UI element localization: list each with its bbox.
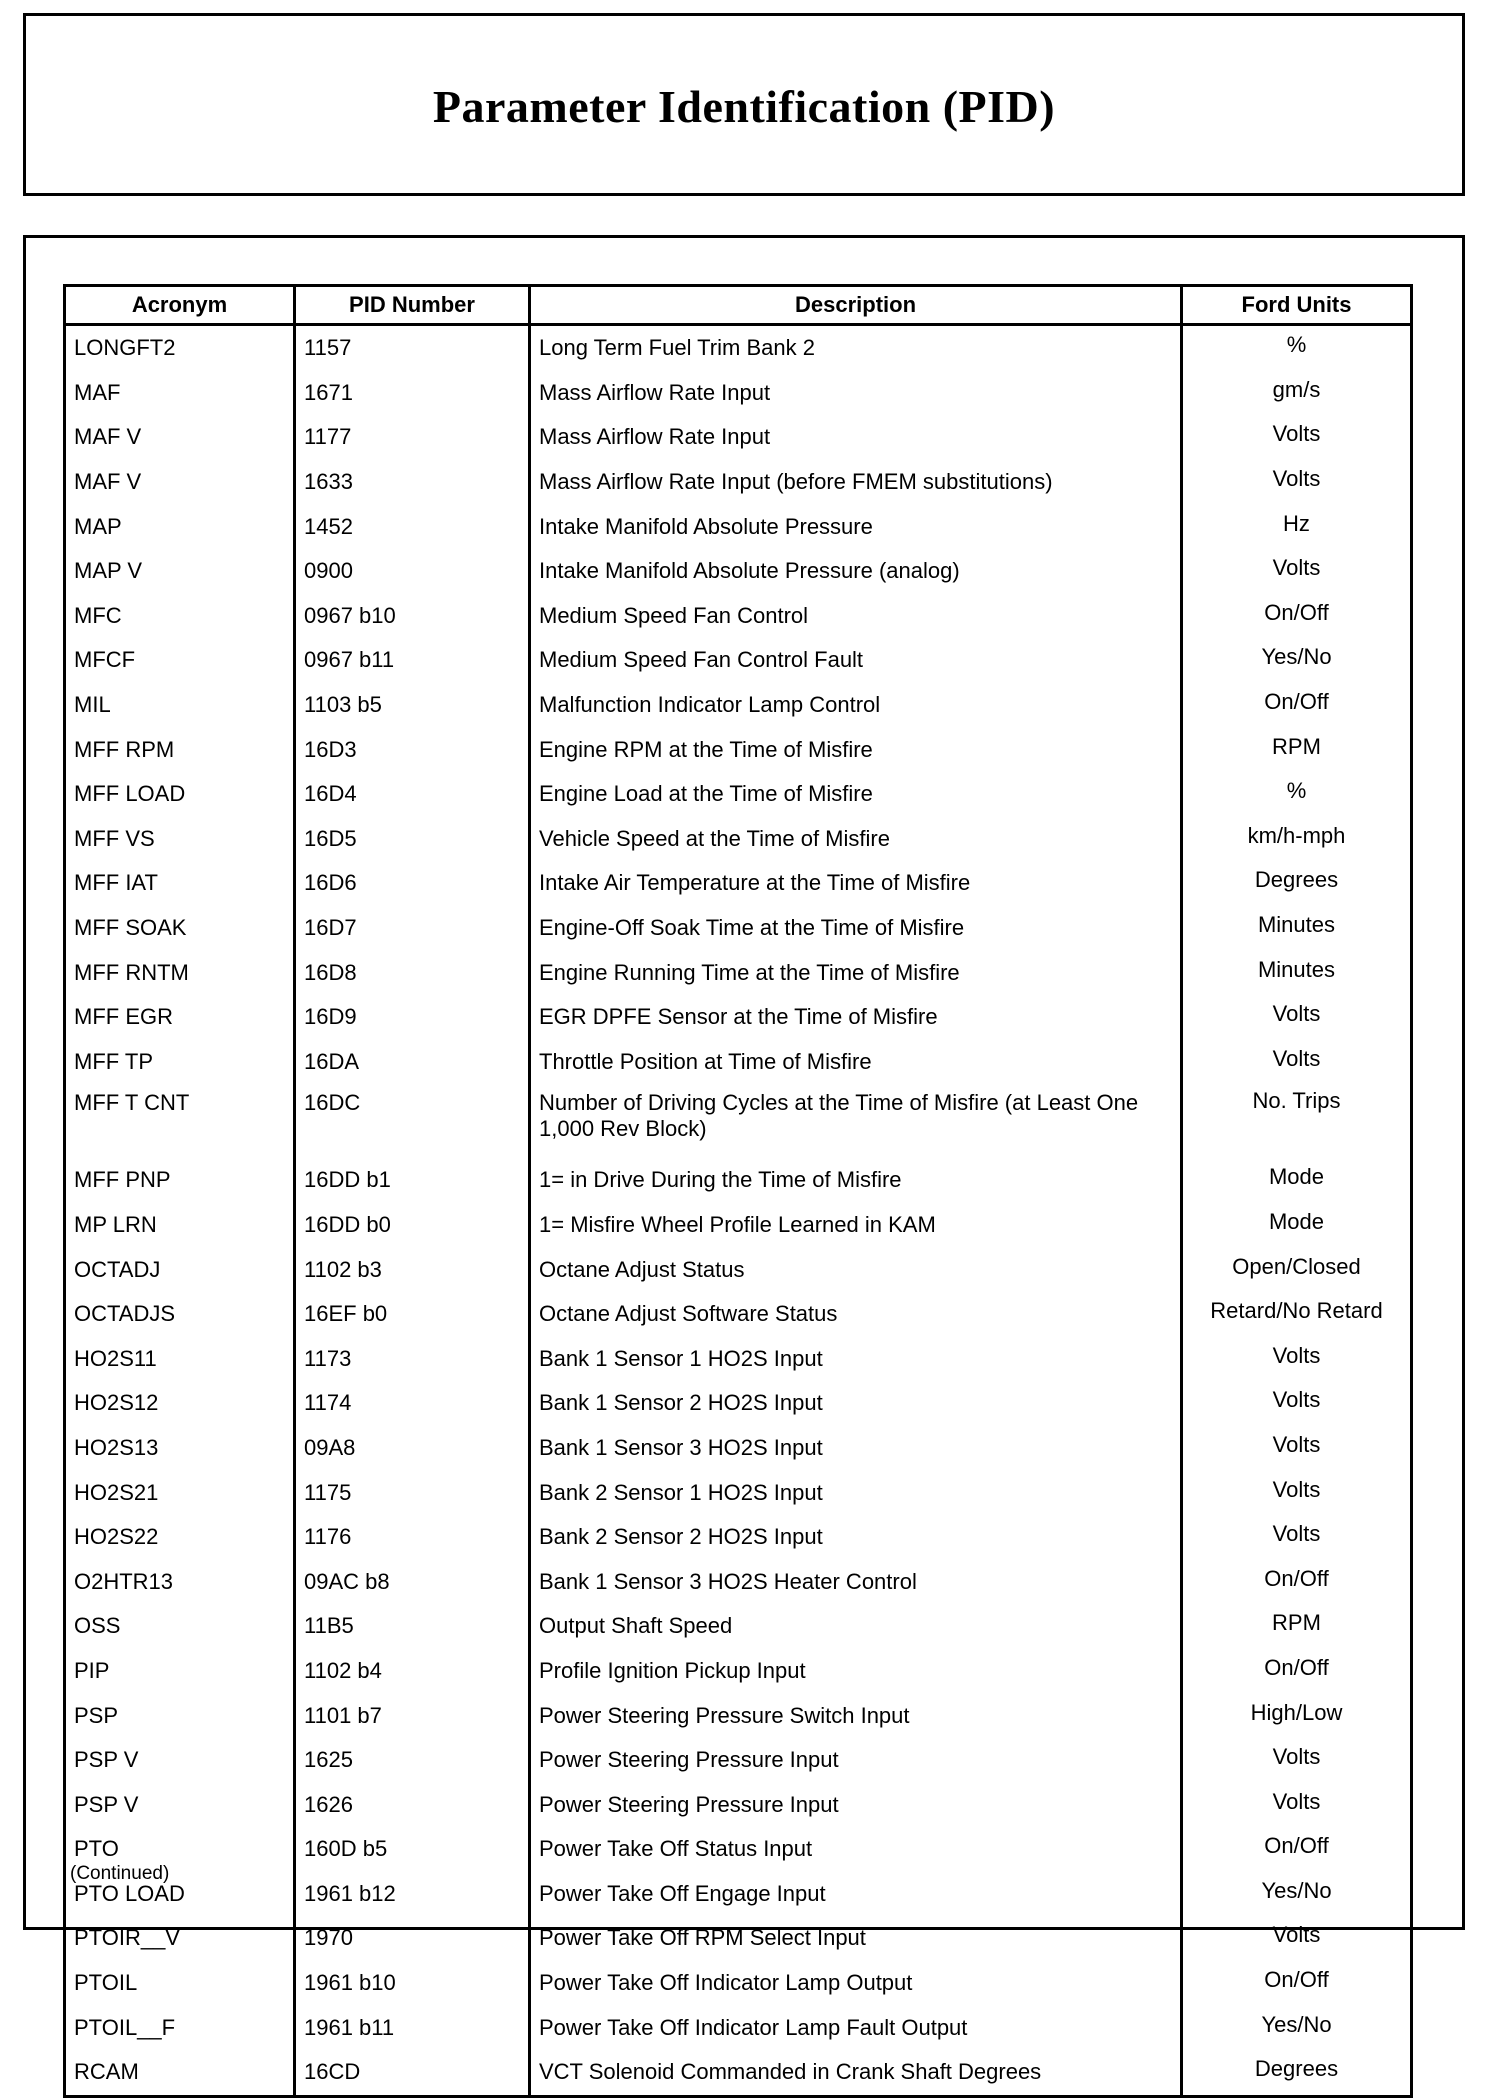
cell-description: Power Take Off Engage Input — [530, 1872, 1182, 1917]
cell-pid-number: 1103 b5 — [295, 683, 530, 728]
cell-description: Medium Speed Fan Control — [530, 594, 1182, 639]
table-row — [65, 1158, 1412, 1203]
table-row — [65, 1693, 1412, 1738]
cell-acronym: MP LRN — [65, 1203, 295, 1248]
cell-acronym: MFF LOAD — [65, 772, 295, 817]
cell-ford-units: % — [1182, 325, 1412, 371]
cell-ford-units: km/h-mph — [1182, 817, 1412, 862]
cell-acronym: HO2S12 — [65, 1381, 295, 1426]
cell-ford-units: Volts — [1182, 1916, 1412, 1961]
cell-pid-number: 16D6 — [295, 861, 530, 906]
cell-pid-number: 1452 — [295, 504, 530, 549]
cell-acronym: MFCF — [65, 638, 295, 683]
cell-ford-units: Yes/No — [1182, 1872, 1412, 1917]
cell-pid-number: 16D3 — [295, 727, 530, 772]
cell-acronym: MFF PNP — [65, 1158, 295, 1203]
cell-pid-number: 1961 b10 — [295, 1961, 530, 2006]
cell-description: Bank 1 Sensor 2 HO2S Input — [530, 1381, 1182, 1426]
cell-acronym: PTO LOAD — [65, 1872, 295, 1917]
cell-pid-number: 1174 — [295, 1381, 530, 1426]
cell-ford-units: Volts — [1182, 1738, 1412, 1783]
cell-pid-number: 16EF b0 — [295, 1292, 530, 1337]
cell-acronym: PTO — [65, 1827, 295, 1872]
cell-acronym: MFF IAT — [65, 861, 295, 906]
cell-pid-number: 11B5 — [295, 1604, 530, 1649]
table-row — [65, 817, 1412, 862]
table-row — [65, 1961, 1412, 2006]
cell-ford-units: Volts — [1182, 460, 1412, 505]
cell-acronym: PSP V — [65, 1738, 295, 1783]
table-row — [65, 415, 1412, 460]
cell-pid-number: 1970 — [295, 1916, 530, 1961]
cell-ford-units: On/Off — [1182, 683, 1412, 728]
cell-pid-number: 1102 b4 — [295, 1649, 530, 1694]
table-row — [65, 1084, 1412, 1158]
cell-ford-units: Volts — [1182, 549, 1412, 594]
cell-acronym: HO2S13 — [65, 1426, 295, 1471]
cell-description: Engine-Off Soak Time at the Time of Misfire — [530, 906, 1182, 951]
table-row — [65, 371, 1412, 416]
table-row — [65, 504, 1412, 549]
cell-ford-units: Volts — [1182, 995, 1412, 1040]
table-row — [65, 1426, 1412, 1471]
cell-ford-units: Mode — [1182, 1158, 1412, 1203]
cell-pid-number: 1101 b7 — [295, 1693, 530, 1738]
cell-ford-units: On/Off — [1182, 1961, 1412, 2006]
table-box — [23, 235, 1465, 2085]
cell-ford-units: Volts — [1182, 1515, 1412, 1560]
cell-description: Long Term Fuel Trim Bank 2 — [530, 325, 1182, 371]
table-header-row — [65, 286, 1412, 325]
cell-description: Intake Manifold Absolute Pressure — [530, 504, 1182, 549]
cell-pid-number: 0967 b10 — [295, 594, 530, 639]
table-row — [65, 1515, 1412, 1560]
cell-ford-units: Volts — [1182, 1782, 1412, 1827]
cell-ford-units: On/Off — [1182, 1649, 1412, 1694]
table-row — [65, 950, 1412, 995]
cell-pid-number: 16D4 — [295, 772, 530, 817]
cell-description: Bank 2 Sensor 1 HO2S Input — [530, 1470, 1182, 1515]
column-header-ford-units: Ford Units — [1182, 286, 1412, 325]
table-row — [65, 1604, 1412, 1649]
table-row — [65, 1336, 1412, 1381]
cell-description: Output Shaft Speed — [530, 1604, 1182, 1649]
cell-acronym: LONGFT2 — [65, 325, 295, 371]
cell-ford-units: On/Off — [1182, 594, 1412, 639]
cell-description: Octane Adjust Status — [530, 1247, 1182, 1292]
cell-ford-units: Open/Closed — [1182, 1247, 1412, 1292]
cell-description: Intake Air Temperature at the Time of Misfire — [530, 861, 1182, 906]
continued-note: (Continued) — [70, 1863, 170, 1884]
table-row — [65, 1782, 1412, 1827]
cell-description: Throttle Position at Time of Misfire — [530, 1040, 1182, 1085]
cell-description: Bank 2 Sensor 2 HO2S Input — [530, 1515, 1182, 1560]
cell-description: Power Take Off Indicator Lamp Output — [530, 1961, 1182, 2006]
cell-pid-number: 160D b5 — [295, 1827, 530, 1872]
table-body — [65, 325, 1412, 2097]
cell-pid-number: 16D7 — [295, 906, 530, 951]
table-row — [65, 325, 1412, 371]
cell-description: Number of Driving Cycles at the Time of Misfire (at Least One 1,000 Rev Block) — [530, 1084, 1182, 1158]
cell-description: Malfunction Indicator Lamp Control — [530, 683, 1182, 728]
cell-acronym: PTOIL — [65, 1961, 295, 2006]
cell-description: Power Steering Pressure Input — [530, 1782, 1182, 1827]
cell-description: Bank 1 Sensor 3 HO2S Input — [530, 1426, 1182, 1471]
cell-acronym: MFC — [65, 594, 295, 639]
table-row — [65, 995, 1412, 1040]
cell-description: EGR DPFE Sensor at the Time of Misfire — [530, 995, 1182, 1040]
cell-acronym: O2HTR13 — [65, 1559, 295, 1604]
cell-acronym: HO2S21 — [65, 1470, 295, 1515]
column-header-acronym: Acronym — [65, 286, 295, 325]
cell-description: Mass Airflow Rate Input (before FMEM substitutions) — [530, 460, 1182, 505]
cell-description: Bank 1 Sensor 3 HO2S Heater Control — [530, 1559, 1182, 1604]
cell-ford-units: Minutes — [1182, 906, 1412, 951]
cell-description: Power Take Off RPM Select Input — [530, 1916, 1182, 1961]
table-row — [65, 1649, 1412, 1694]
cell-pid-number: 09A8 — [295, 1426, 530, 1471]
cell-description: Octane Adjust Software Status — [530, 1292, 1182, 1337]
cell-acronym: OSS — [65, 1604, 295, 1649]
cell-description: Mass Airflow Rate Input — [530, 371, 1182, 416]
cell-pid-number: 16D9 — [295, 995, 530, 1040]
cell-ford-units: No. Trips — [1182, 1084, 1412, 1158]
table-row — [65, 460, 1412, 505]
table-row — [65, 1203, 1412, 1248]
cell-description: Engine Running Time at the Time of Misfire — [530, 950, 1182, 995]
cell-ford-units: % — [1182, 772, 1412, 817]
cell-description: Vehicle Speed at the Time of Misfire — [530, 817, 1182, 862]
table-row — [65, 2005, 1412, 2050]
cell-pid-number: 1157 — [295, 325, 530, 371]
column-header-description: Description — [530, 286, 1182, 325]
cell-description: Engine RPM at the Time of Misfire — [530, 727, 1182, 772]
cell-description: Mass Airflow Rate Input — [530, 415, 1182, 460]
cell-pid-number: 1176 — [295, 1515, 530, 1560]
cell-description: VCT Solenoid Commanded in Crank Shaft Degrees — [530, 2050, 1182, 2096]
cell-pid-number: 1175 — [295, 1470, 530, 1515]
table-row — [65, 2050, 1412, 2096]
cell-acronym: MAF — [65, 371, 295, 416]
table-row — [65, 861, 1412, 906]
cell-acronym: PTOIL__F — [65, 2005, 295, 2050]
cell-pid-number: 1961 b11 — [295, 2005, 530, 2050]
cell-acronym: PSP V — [65, 1782, 295, 1827]
cell-pid-number: 16DD b0 — [295, 1203, 530, 1248]
cell-pid-number: 1625 — [295, 1738, 530, 1783]
cell-description: Power Take Off Indicator Lamp Fault Output — [530, 2005, 1182, 2050]
table-row — [65, 1381, 1412, 1426]
cell-acronym: MAP — [65, 504, 295, 549]
cell-acronym: HO2S11 — [65, 1336, 295, 1381]
cell-ford-units: Degrees — [1182, 2050, 1412, 2096]
cell-acronym: MFF SOAK — [65, 906, 295, 951]
table-row — [65, 906, 1412, 951]
cell-ford-units: Minutes — [1182, 950, 1412, 995]
table-row — [65, 1470, 1412, 1515]
table-row — [65, 594, 1412, 639]
column-header-pid-number: PID Number — [295, 286, 530, 325]
cell-description: Power Steering Pressure Input — [530, 1738, 1182, 1783]
cell-description: Intake Manifold Absolute Pressure (analog) — [530, 549, 1182, 594]
cell-description: 1= in Drive During the Time of Misfire — [530, 1158, 1182, 1203]
cell-pid-number: 1173 — [295, 1336, 530, 1381]
table-row — [65, 1247, 1412, 1292]
cell-ford-units: Volts — [1182, 415, 1412, 460]
cell-acronym: PIP — [65, 1649, 295, 1694]
cell-acronym: MFF RPM — [65, 727, 295, 772]
cell-description: Power Take Off Status Input — [530, 1827, 1182, 1872]
cell-ford-units: Volts — [1182, 1381, 1412, 1426]
cell-ford-units: Retard/No Retard — [1182, 1292, 1412, 1337]
cell-acronym: MFF TP — [65, 1040, 295, 1085]
cell-acronym: MIL — [65, 683, 295, 728]
cell-acronym: HO2S22 — [65, 1515, 295, 1560]
table-row — [65, 772, 1412, 817]
cell-acronym: RCAM — [65, 2050, 295, 2096]
cell-description: Profile Ignition Pickup Input — [530, 1649, 1182, 1694]
cell-ford-units: Volts — [1182, 1336, 1412, 1381]
cell-ford-units: Volts — [1182, 1470, 1412, 1515]
cell-acronym: MFF RNTM — [65, 950, 295, 995]
cell-acronym: MAF V — [65, 415, 295, 460]
table-row — [65, 1559, 1412, 1604]
cell-ford-units: Yes/No — [1182, 638, 1412, 683]
cell-ford-units: Yes/No — [1182, 2005, 1412, 2050]
cell-ford-units: On/Off — [1182, 1559, 1412, 1604]
table-row — [65, 1872, 1412, 1917]
cell-pid-number: 16DC — [295, 1084, 530, 1158]
table-row — [65, 1916, 1412, 1961]
cell-pid-number: 16CD — [295, 2050, 530, 2096]
cell-description: Bank 1 Sensor 1 HO2S Input — [530, 1336, 1182, 1381]
cell-pid-number: 16DA — [295, 1040, 530, 1085]
cell-pid-number: 16D5 — [295, 817, 530, 862]
cell-ford-units: Volts — [1182, 1040, 1412, 1085]
cell-ford-units: gm/s — [1182, 371, 1412, 416]
table-row — [65, 1292, 1412, 1337]
cell-pid-number: 09AC b8 — [295, 1559, 530, 1604]
cell-acronym: PSP — [65, 1693, 295, 1738]
cell-acronym: MFF T CNT — [65, 1084, 295, 1158]
cell-description: Engine Load at the Time of Misfire — [530, 772, 1182, 817]
cell-acronym: MFF VS — [65, 817, 295, 862]
table-row — [65, 1738, 1412, 1783]
title-box — [23, 13, 1465, 196]
cell-pid-number: 1626 — [295, 1782, 530, 1827]
cell-acronym: MAP V — [65, 549, 295, 594]
table-row — [65, 727, 1412, 772]
page-title: Parameter Identification (PID) — [432, 81, 1056, 132]
cell-acronym: OCTADJ — [65, 1247, 295, 1292]
cell-pid-number: 1177 — [295, 415, 530, 460]
pid-table — [63, 284, 1413, 2098]
table-row — [65, 1827, 1412, 1872]
table-row — [65, 683, 1412, 728]
cell-pid-number: 16D8 — [295, 950, 530, 995]
cell-acronym: MAF V — [65, 460, 295, 505]
cell-ford-units: Volts — [1182, 1426, 1412, 1471]
cell-ford-units: Hz — [1182, 504, 1412, 549]
cell-pid-number: 1633 — [295, 460, 530, 505]
cell-ford-units: On/Off — [1182, 1827, 1412, 1872]
cell-description: Power Steering Pressure Switch Input — [530, 1693, 1182, 1738]
table-row — [65, 549, 1412, 594]
cell-pid-number: 16DD b1 — [295, 1158, 530, 1203]
cell-description: Medium Speed Fan Control Fault — [530, 638, 1182, 683]
cell-acronym: OCTADJS — [65, 1292, 295, 1337]
cell-ford-units: Degrees — [1182, 861, 1412, 906]
cell-pid-number: 0967 b11 — [295, 638, 530, 683]
cell-ford-units: RPM — [1182, 1604, 1412, 1649]
cell-ford-units: Mode — [1182, 1203, 1412, 1248]
table-row — [65, 638, 1412, 683]
cell-acronym: MFF EGR — [65, 995, 295, 1040]
cell-pid-number: 1961 b12 — [295, 1872, 530, 1917]
cell-pid-number: 1671 — [295, 371, 530, 416]
cell-description: 1= Misfire Wheel Profile Learned in KAM — [530, 1203, 1182, 1248]
cell-acronym: PTOIR__V — [65, 1916, 295, 1961]
cell-pid-number: 0900 — [295, 549, 530, 594]
table-row — [65, 1040, 1412, 1085]
cell-pid-number: 1102 b3 — [295, 1247, 530, 1292]
cell-ford-units: RPM — [1182, 727, 1412, 772]
cell-ford-units: High/Low — [1182, 1693, 1412, 1738]
